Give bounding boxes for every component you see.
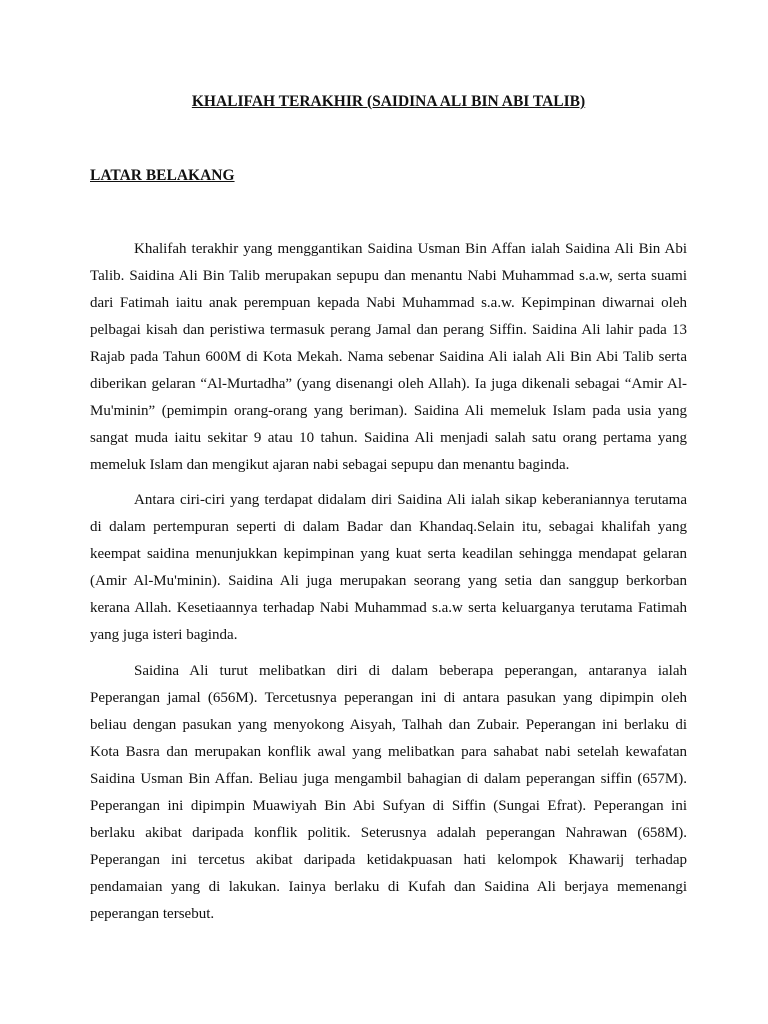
paragraph-battles: Saidina Ali turut melibatkan diri di dalam beberapa peperangan, antaranya ialah Peperangan jamal (656M). Tercetusnya peperangan ini di antara pasukan yang dipimpin oleh beliau dengan pasukan yang menyokong Aisyah, Talhah dan Zubair. Peperangan ini berlaku di Kota Basra dan merupakan konflik awal yang melibatkan para sahabat nabi setelah kewafatan Saidina Usman Bin Affan. Beliau juga mengambil bahagian di dalam peperangan siffin (657M). Peperangan ini dipimpin Muawiyah Bin Abi Sufyan di Siffin (Sungai Efrat). Peperangan ini berlaku akibat daripada konflik politik. Seterusnya adalah peperangan Nahrawan (658M). Peperangan ini tercetus akibat daripada ketidakpuasan hati kelompok Khawarij terhadap pendamaian yang di lakukan. Iainya berlaku di Kufah dan Saidina Ali berjaya memenangi peperangan tersebut.: [90, 663, 687, 922]
document-title: KHALIFAH TERAKHIR (SAIDINA ALI BIN ABI TALIB): [191, 93, 586, 110]
section-heading: LATAR BELAKANG: [90, 167, 235, 184]
paragraph-background: Khalifah terakhir yang menggantikan Saidina Usman Bin Affan ialah Saidina Ali Bin Abi Talib. Saidina Ali Bin Talib merupakan sepupu dan menantu Nabi Muhammad s.a.w, serta suami dari Fatimah iaitu anak perempuan kepada Nabi Muhammad s.a.w. Kepimpinan diwarnai oleh pelbagai kisah dan peristiwa termasuk perang Jamal dan perang Siffin. Saidina Ali lahir pada 13 Rajab pada Tahun 600M di Kota Mekah. Nama sebenar Saidina Ali ialah Ali Bin Abi Talib serta diberikan gelaran “Al-Murtadha” (yang disenangi oleh Allah). Ia juga dikenali sebagai “Amir Al-Mu'minin” (pemimpin orang-orang yang beriman). Saidina Ali memeluk Islam pada usia yang sangat muda iaitu sekitar 9 atau 10 tahun. Saidina Ali menjadi salah satu orang pertama yang memeluk Islam dan mengikut ajaran nabi sebagai sepupu dan menantu baginda.: [90, 241, 687, 473]
paragraph-characteristics: Antara ciri-ciri yang terdapat didalam diri Saidina Ali ialah sikap keberaniannya terutama di dalam pertempuran seperti di dalam Badar dan Khandaq.Selain itu, sebagai khalifah yang keempat saidina menunjukkan kepimpinan yang kuat serta keadilan sehingga mendapat gelaran (Amir Al-Mu'minin). Saidina Ali juga merupakan seorang yang setia dan sanggup berkorban kerana Allah. Kesetiaannya terhadap Nabi Muhammad s.a.w serta keluarganya terutama Fatimah yang juga isteri baginda.: [90, 492, 687, 643]
document-page: [90, 0, 687, 1024]
